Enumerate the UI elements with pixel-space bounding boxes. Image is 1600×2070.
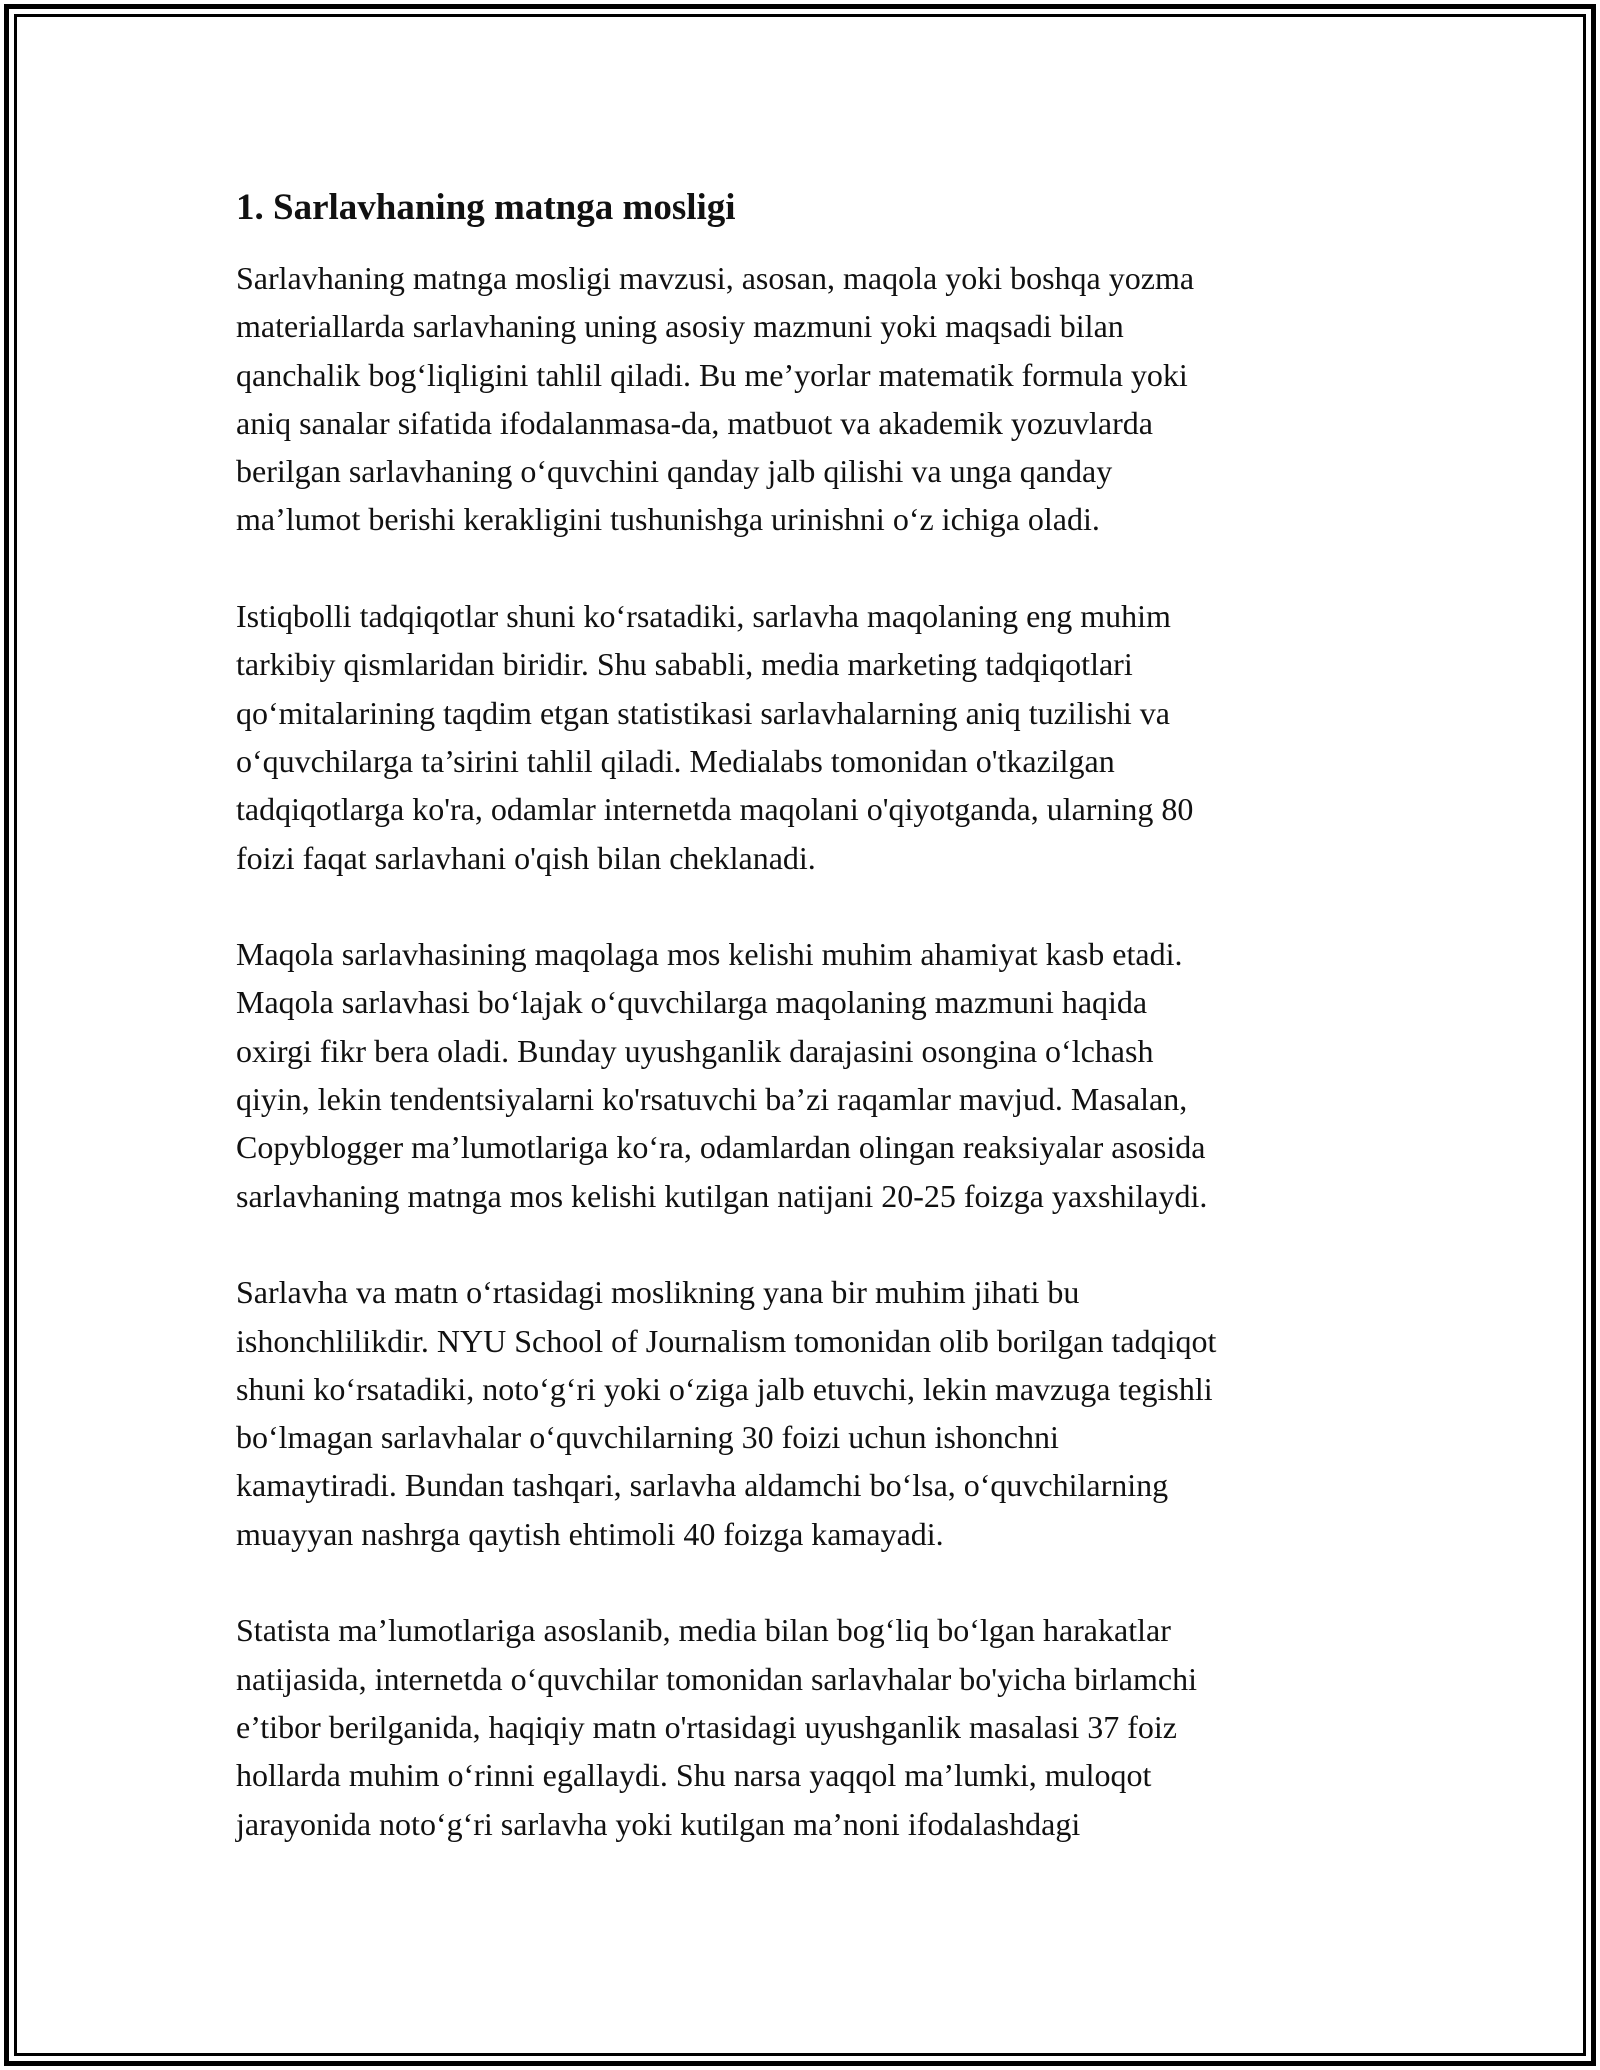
paragraph-5: Statista ma’lumotlariga asoslanib, media bilan bog‘liq bo‘lgan harakatlar natijasida, internetda o‘quvchilar tomonidan sarlavhalar bo'yicha birlamchi e’tibor berilganida, haqiqiy matn o'rtasidagi uyushganlik masalasi 37 foiz hollarda muhim o‘rinni egallaydi. Shu narsa yaqqol ma’lumki, muloqot jarayonida noto‘g‘ri sarlavha yoki kutilgan ma’noni ifodalashdagi	[236, 1612, 1197, 1842]
paragraph-2: Istiqbolli tadqiqotlar shuni ko‘rsatadiki, sarlavha maqolaning eng muhim tarkibiy qismlaridan biridir. Shu sababli, media marketing tadqiqotlari qo‘mitalarining taqdim etgan statistikasi sarlavhalarning aniq tuzilishi va o‘quvchilarga ta’sirini tahlil qiladi. Medialabs tomonidan o'tkazilgan tadqiqotlarga ko'ra, odamlar internetda maqolani o'qiyotganda, ularning 80 foizi faqat sarlavhani o'qish bilan cheklanadi.	[236, 598, 1194, 876]
section-heading: 1. Sarlavhaning matnga mosligi	[236, 187, 736, 228]
document-body	[236, 186, 1396, 1896]
paragraph-4: Sarlavha va matn o‘rtasidagi moslikning yana bir muhim jihati bu ishonchlilikdir. NYU School of Journalism tomonidan olib borilgan tadqiqot shuni ko‘rsatadiki, noto‘g‘ri yoki o‘ziga jalb etuvchi, lekin mavzuga tegishli bo‘lmagan sarlavhalar o‘quvchilarning 30 foizi uchun ishonchni kamaytiradi. Bundan tashqari, sarlavha aldamchi bo‘lsa, o‘quvchilarning muayyan nashrga qaytish ehtimoli 40 foizga kamayadi.	[236, 1274, 1217, 1552]
paragraph-1: Sarlavhaning matnga mosligi mavzusi, asosan, maqola yoki boshqa yozma materiallarda sarlavhaning uning asosiy mazmuni yoki maqsadi bilan qanchalik bog‘liqligini tahlil qiladi. Bu me’yorlar matematik formula yoki aniq sanalar sifatida ifodalanmasa-da, matbuot va akademik yozuvlarda berilgan sarlavhaning o‘quvchini qanday jalb qilishi va unga qanday ma’lumot berishi kerakligini tushunishga urinishni o‘z ichiga oladi.	[236, 260, 1195, 538]
paragraph-3: Maqola sarlavhasining maqolaga mos kelishi muhim ahamiyat kasb etadi. Maqola sarlavhasi bo‘lajak o‘quvchilarga maqolaning mazmuni haqida oxirgi fikr bera oladi. Bunday uyushganlik darajasini osongina o‘lchash qiyin, lekin tendentsiyalarni ko'rsatuvchi ba’zi raqamlar mavjud. Masalan, Copyblogger ma’lumotlariga ko‘ra, odamlardan olingan reaksiyalar asosida sarlavhaning matnga mos kelishi kutilgan natijani 20-25 foizga yaxshilaydi.	[236, 936, 1208, 1214]
